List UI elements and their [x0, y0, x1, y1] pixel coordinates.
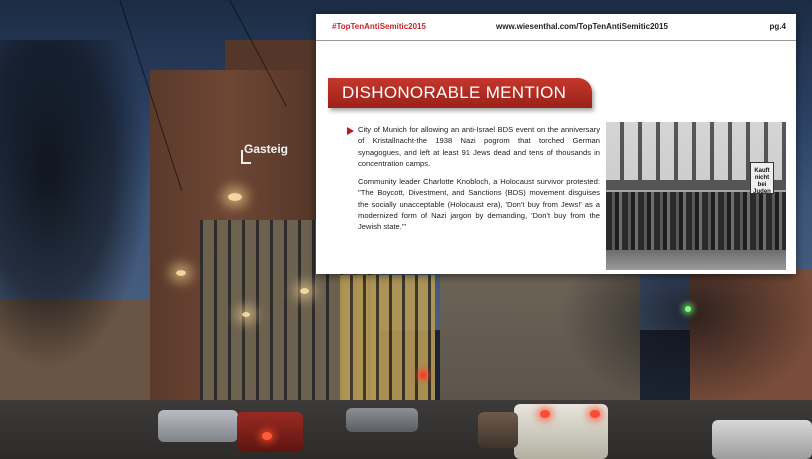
- paragraph: City of Munich for allowing an anti-Israel BDS event on the anniversary of Kristallnacht-the 1938 Nazi pogrom that torched German synagogues, and left at least 91 Jews dead and tens of thousands in concentration camps.: [358, 125, 600, 168]
- traffic-light: [685, 306, 691, 312]
- street-lamp: [242, 312, 250, 317]
- street-lamp: [300, 288, 309, 294]
- tail-light: [540, 410, 550, 418]
- document-header: [316, 14, 796, 42]
- bare-tree-left: [0, 40, 150, 370]
- bare-tree-right: [560, 250, 812, 410]
- section-banner: [328, 78, 592, 108]
- bullet-arrow-icon: [347, 127, 354, 135]
- street-lamp: [228, 193, 242, 201]
- overlay-document: [316, 14, 796, 274]
- traffic-light: [420, 372, 426, 378]
- paragraph: Community leader Charlotte Knobloch, a Holocaust survivor protested: "The Boycott, Divestment, and Sanctions (BDS) movement disguises the socially unacceptable (Holocaust era), 'Don't buy from Jews!' as a modernized form of Nazi jargon by demanding, 'Don't buy from the Jewish state.'": [358, 177, 600, 232]
- page-number: pg.4: [769, 22, 786, 31]
- car: [712, 420, 812, 459]
- car: [346, 408, 418, 432]
- tail-light: [262, 432, 272, 440]
- photo-street: [606, 250, 786, 270]
- tail-light: [590, 410, 600, 418]
- document-body: [358, 124, 600, 240]
- historical-photo: [606, 122, 786, 270]
- car: [478, 412, 518, 448]
- header-divider: [316, 40, 796, 41]
- source-url: www.wiesenthal.com/TopTenAntiSemitic2015: [496, 22, 668, 31]
- building-sign: Gasteig: [244, 142, 289, 156]
- car: [158, 410, 238, 442]
- lit-glass-facade: [340, 275, 435, 405]
- street-lamp: [176, 270, 186, 276]
- banner-title: DISHONORABLE MENTION: [342, 83, 567, 102]
- hashtag: #TopTenAntiSemitic2015: [332, 22, 426, 31]
- photo-placard: Kauft nicht bei Juden: [750, 162, 774, 194]
